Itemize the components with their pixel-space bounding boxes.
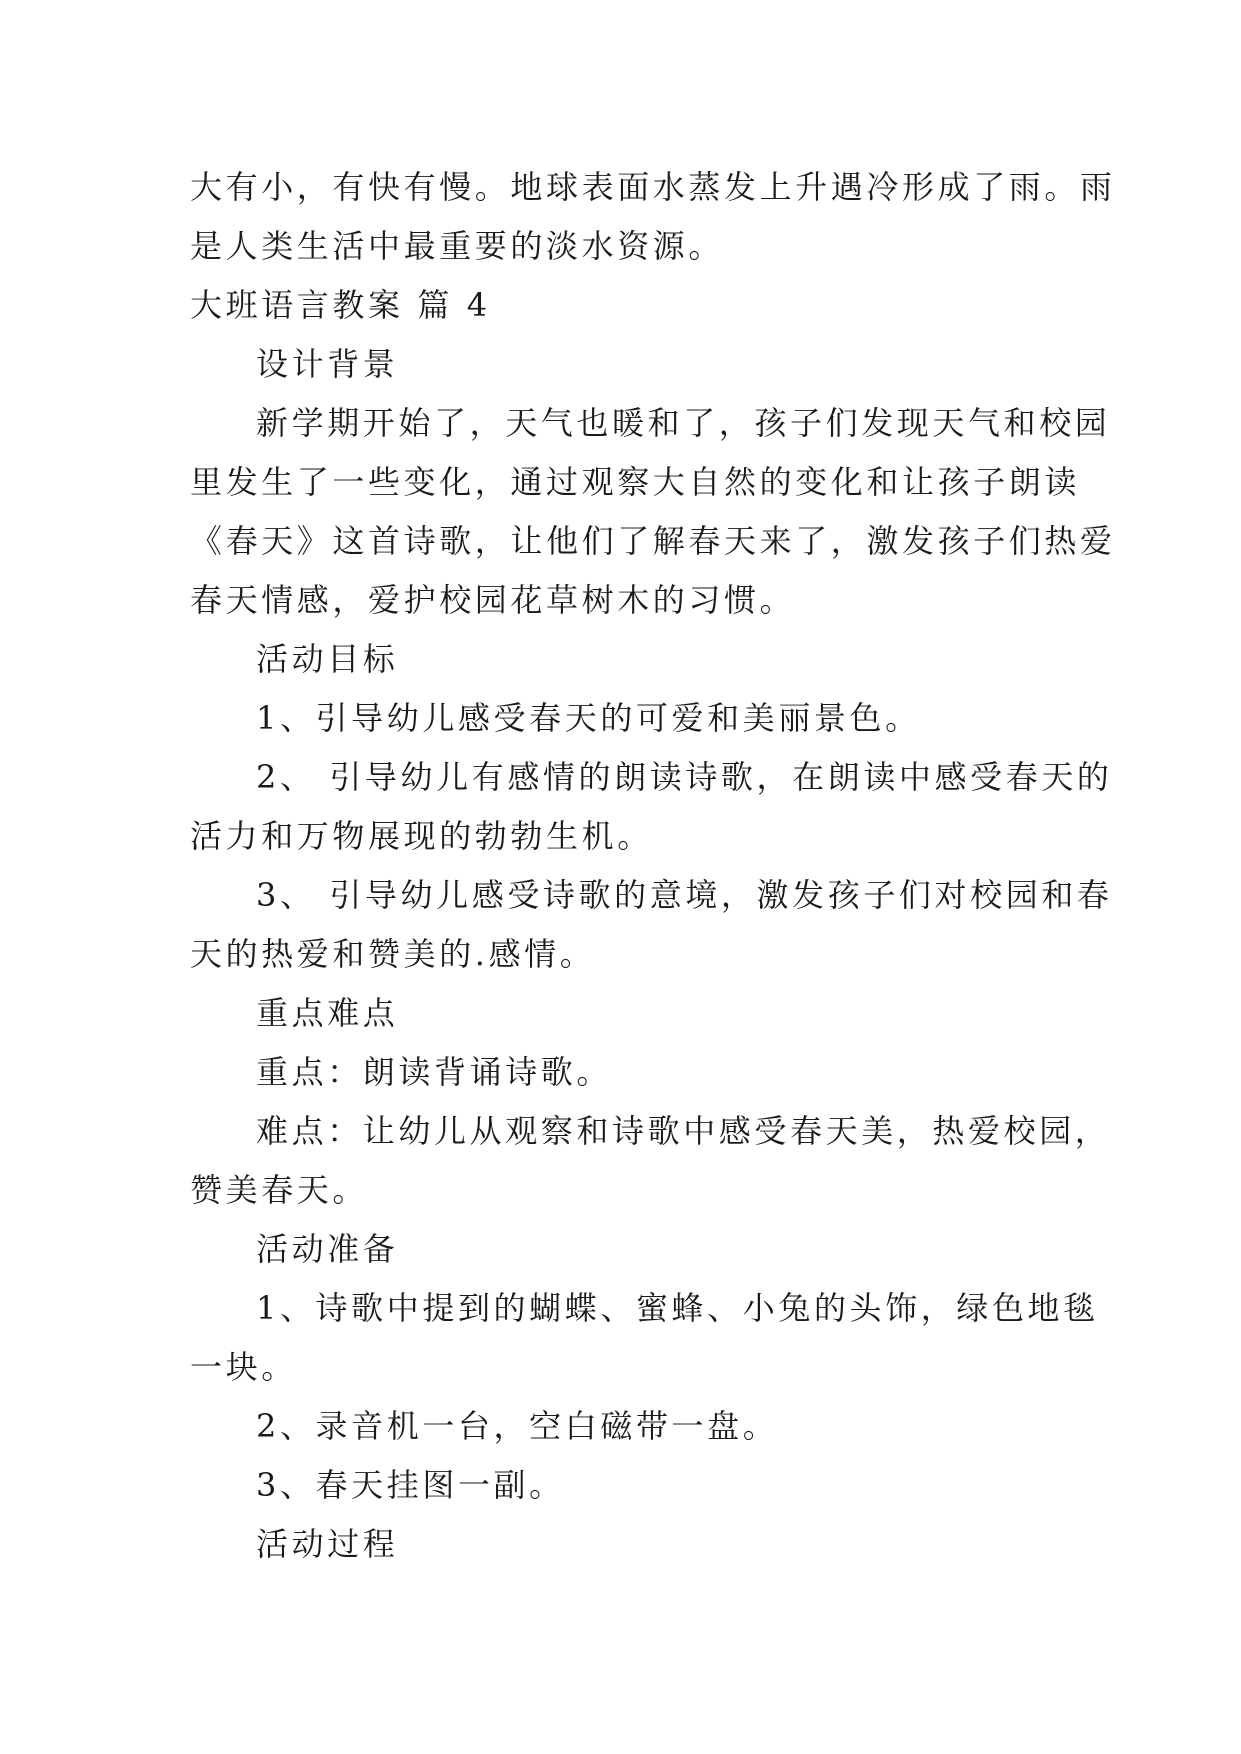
paragraph-line: 活力和万物展现的勃勃生机。	[190, 817, 653, 855]
list-item: 3、 引导幼儿感受诗歌的意境，激发孩子们对校园和春	[256, 876, 1113, 914]
paragraph-line: 天的热爱和赞美的.感情。	[190, 935, 596, 973]
paragraph-line: 一块。	[190, 1348, 297, 1386]
subheading-key-points: 重点难点	[256, 994, 399, 1032]
list-item: 3、春天挂图一副。	[256, 1466, 565, 1504]
paragraph-line: 是人类生活中最重要的淡水资源。	[190, 227, 725, 265]
list-item: 2、录音机一台，空白磁带一盘。	[256, 1407, 779, 1445]
paragraph-line: 大有小，有快有慢。地球表面水蒸发上升遇冷形成了雨。雨	[190, 168, 1116, 206]
list-item: 1、诗歌中提到的蝴蝶、蜜蜂、小兔的头饰，绿色地毯	[256, 1289, 1099, 1327]
subheading-activity-goals: 活动目标	[256, 640, 399, 678]
subheading-activity-process: 活动过程	[256, 1525, 399, 1563]
paragraph-line: 春天情感，爱护校园花草树木的习惯。	[190, 581, 796, 619]
paragraph-line: 难点：让幼儿从观察和诗歌中感受春天美，热爱校园，	[256, 1112, 1111, 1150]
subheading-design-background: 设计背景	[256, 345, 399, 383]
paragraph-line: 赞美春天。	[190, 1171, 369, 1209]
list-item: 1、引导幼儿感受春天的可爱和美丽景色。	[256, 699, 921, 737]
subheading-activity-preparation: 活动准备	[256, 1230, 399, 1268]
paragraph-line: 重点：朗读背诵诗歌。	[256, 1053, 613, 1091]
paragraph-line: 《春天》这首诗歌，让他们了解春天来了，激发孩子们热爱	[190, 522, 1116, 560]
list-item: 2、 引导幼儿有感情的朗读诗歌，在朗读中感受春天的	[256, 758, 1113, 796]
paragraph-line: 新学期开始了，天气也暖和了，孩子们发现天气和校园	[256, 404, 1111, 442]
paragraph-line: 里发生了一些变化，通过观察大自然的变化和让孩子朗读	[190, 463, 1081, 501]
section-title: 大班语言教案 篇 4	[190, 286, 491, 324]
